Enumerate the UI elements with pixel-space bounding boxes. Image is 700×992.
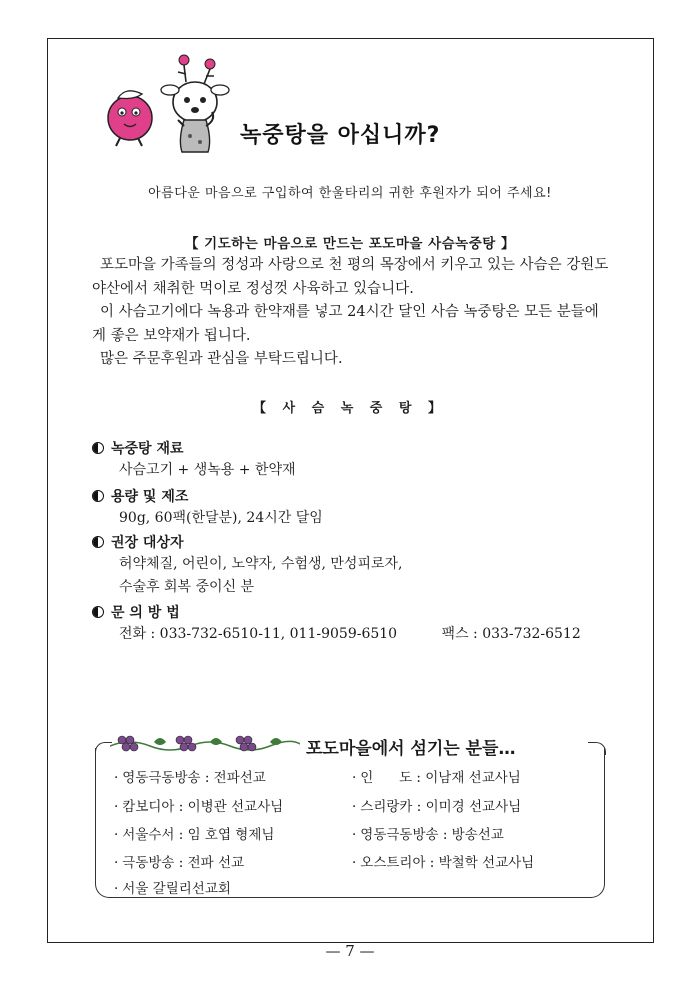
spec-contact [92, 601, 612, 646]
spec-volume [92, 485, 612, 530]
product-heading: 【 사 슴 녹 중 탕 】 [253, 401, 447, 416]
partner-item: · 영동극동방송 : 방송선교 [352, 827, 504, 843]
partner-item: · 캄보디아 : 이병관 선교사님 [114, 799, 284, 815]
spec-label: 문 의 방 법 [111, 605, 180, 621]
contact-fax: 팩스 : 033-732-6512 [441, 626, 581, 642]
half-circle-bullet-icon [92, 490, 104, 502]
partner-item: · 서울 갈릴리선교회 [114, 881, 231, 897]
partner-item: · 영동극동방송 : 전파선교 [114, 770, 266, 786]
intro-paragraph: 많은 주문후원과 관심을 부탁드립니다. [100, 351, 343, 367]
contact-phone: 전화 : 033-732-6510-11, 011-9059-6510 [119, 626, 398, 642]
partner-item: · 인 도 : 이남재 선교사님 [352, 770, 521, 786]
mascot-deer-icon [100, 50, 230, 160]
partner-item: · 서울수서 : 임 호엽 형제님 [114, 827, 275, 843]
page-subtitle: 아름다운 마음으로 구입하여 한울타리의 귀한 후원자가 되어 주세요! [148, 186, 552, 201]
partner-item: · 오스트리아 : 박철학 선교사님 [352, 855, 535, 871]
spec-value: 사슴고기 + 생녹용 + 한약재 [119, 462, 296, 478]
intro-paragraph: 포도마을 가족들의 정성과 사랑으로 천 평의 목장에서 키우고 있는 사슴은 강원도 야산에서 채취한 먹이로 정성껏 사육하고 있습니다. [92, 257, 609, 297]
spec-value: 허약체질, 어린이, 노약자, 수험생, 만성피로자, [119, 556, 403, 572]
spec-label: 녹중탕 재료 [111, 441, 184, 457]
spec-label: 권장 대상자 [111, 535, 184, 551]
spec-label: 용량 및 제조 [111, 489, 189, 505]
partner-item: · 극동방송 : 전파 선교 [114, 855, 245, 871]
partners-title: 포도마을에서 섬기는 분들… [306, 739, 516, 759]
spec-value: 90g, 60팩(한달분), 24시간 달임 [119, 510, 323, 526]
intro-paragraph: 이 사슴고기에다 녹용과 한약재를 넣고 24시간 달인 사슴 녹중탕은 모든 분들에게 좋은 보약재가 됩니다. [92, 304, 599, 344]
intro-body [92, 254, 610, 372]
spec-value: 수술후 회복 중이신 분 [119, 579, 255, 595]
partner-item: · 스리랑카 : 이미경 선교사님 [352, 799, 522, 815]
spec-ingredients [92, 437, 612, 482]
half-circle-bullet-icon [92, 442, 104, 454]
intro-heading: 【 기도하는 마음으로 만드는 포도마을 사슴녹중탕 】 [184, 236, 516, 252]
half-circle-bullet-icon [92, 536, 104, 548]
half-circle-bullet-icon [92, 606, 104, 618]
spec-recommended [92, 531, 612, 599]
page-number: — 7 — [325, 942, 375, 960]
page-title: 녹중탕을 아십니까? [240, 123, 441, 148]
